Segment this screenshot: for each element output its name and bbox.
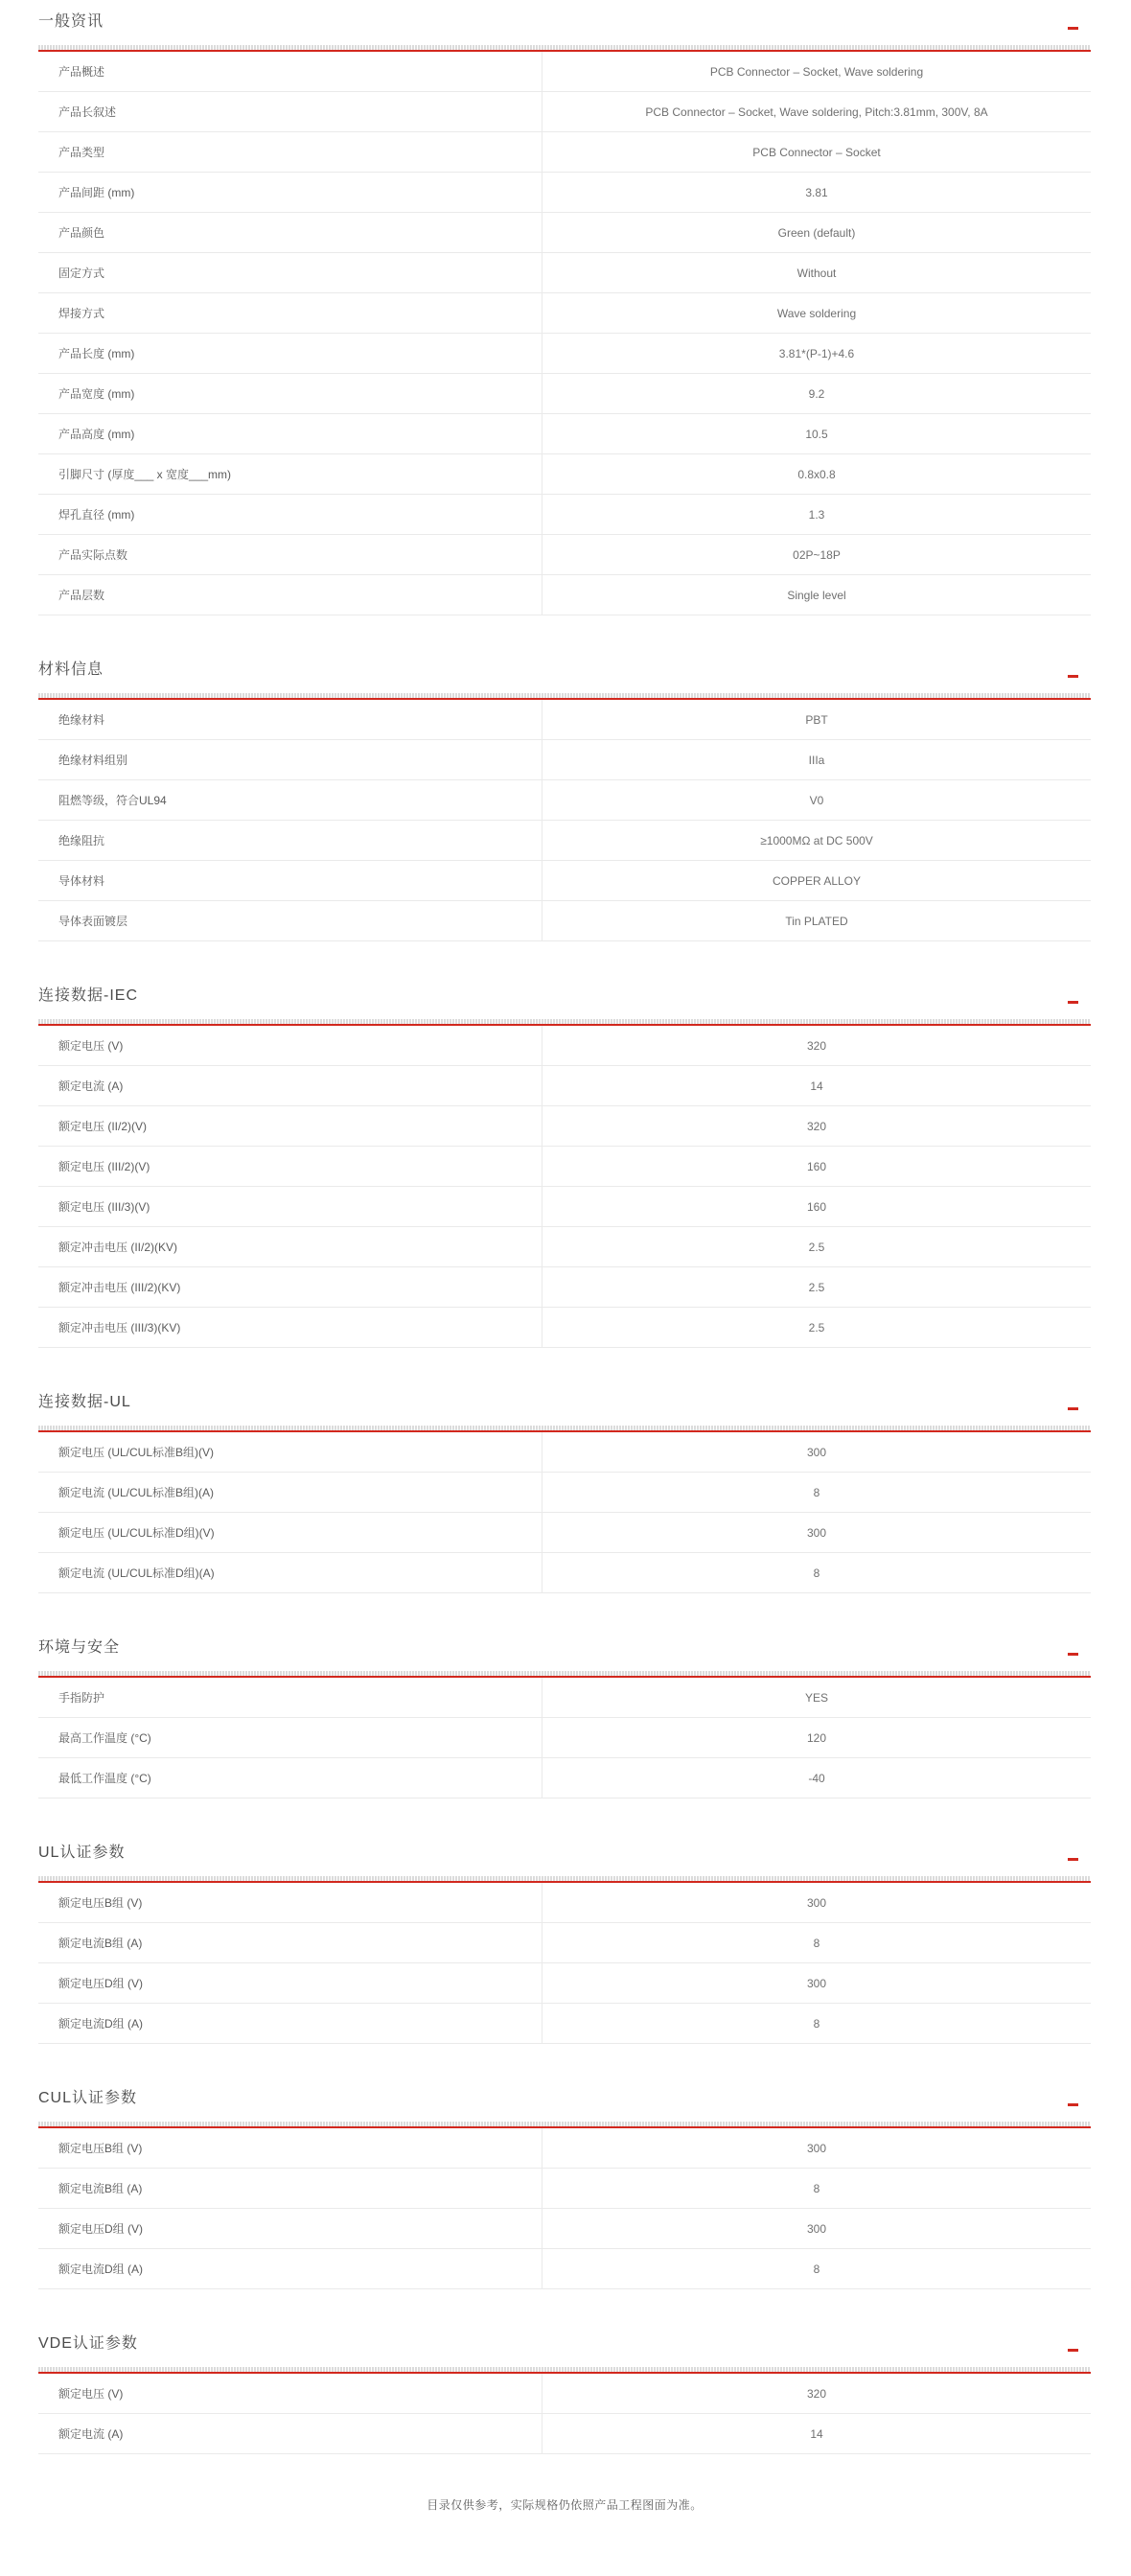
spec-label: 额定电流 (A) <box>38 2414 542 2453</box>
spec-row <box>38 414 1091 454</box>
spec-value: 120 <box>806 1730 827 1745</box>
spec-label: 额定电流B组 (A) <box>38 1923 542 1962</box>
spec-row <box>38 1106 1091 1147</box>
collapse-minus-icon[interactable] <box>1068 675 1078 678</box>
spec-row <box>38 575 1091 615</box>
spec-value: 300 <box>806 1445 827 1459</box>
spec-label: 绝缘材料组别 <box>38 740 542 779</box>
spec-value: PBT <box>805 712 828 727</box>
section-header <box>38 2333 1091 2355</box>
spec-label: 额定电压D组 (V) <box>38 1963 542 2003</box>
spec-value: COPPER ALLOY <box>772 873 862 888</box>
spec-label: 额定电压 (III/3)(V) <box>38 1187 542 1226</box>
spec-value: 160 <box>806 1159 827 1173</box>
spec-row <box>38 2374 1091 2414</box>
spec-row <box>38 861 1091 901</box>
section-title: 连接数据-UL <box>38 1394 131 1410</box>
spec-value: 8 <box>813 2262 820 2276</box>
spec-value: Without <box>796 266 837 280</box>
spec-label: 绝缘材料 <box>38 700 542 739</box>
spec-row <box>38 780 1091 821</box>
spec-row <box>38 2128 1091 2169</box>
spec-label: 产品高度 (mm) <box>38 414 542 453</box>
spec-row <box>38 1432 1091 1473</box>
spec-row <box>38 334 1091 374</box>
collapse-minus-icon[interactable] <box>1068 1858 1078 1861</box>
section-title: 连接数据-IEC <box>38 987 139 1004</box>
collapse-minus-icon[interactable] <box>1068 27 1078 30</box>
spec-label: 额定电压 (III/2)(V) <box>38 1147 542 1186</box>
spec-label: 产品颜色 <box>38 213 542 252</box>
product-spec-page <box>38 12 1091 2576</box>
spec-value: 0.8x0.8 <box>797 467 836 481</box>
spec-row <box>38 52 1091 92</box>
spec-value: ≥1000MΩ at DC 500V <box>760 833 873 847</box>
spec-row <box>38 740 1091 780</box>
spec-label: 产品实际点数 <box>38 535 542 574</box>
section-header <box>38 12 1091 33</box>
spec-value: 300 <box>806 1525 827 1540</box>
spec-value: Tin PLATED <box>785 914 848 928</box>
collapse-minus-icon[interactable] <box>1068 1653 1078 1656</box>
spec-section <box>38 2333 1091 2454</box>
spec-row <box>38 1758 1091 1799</box>
spec-row <box>38 173 1091 213</box>
spec-row <box>38 901 1091 941</box>
spec-section <box>38 660 1091 941</box>
spec-section <box>38 1843 1091 2044</box>
spec-label: 额定电压 (UL/CUL标准D组)(V) <box>38 1513 542 1552</box>
spec-rows <box>38 2128 1091 2289</box>
spec-row <box>38 2209 1091 2249</box>
spec-row <box>38 293 1091 334</box>
spec-label: 额定电流 (UL/CUL标准B组)(A) <box>38 1473 542 1512</box>
spec-row <box>38 1026 1091 1066</box>
spec-value: 2.5 <box>808 1280 825 1294</box>
spec-row <box>38 1147 1091 1187</box>
spec-row <box>38 1227 1091 1267</box>
spec-label: 额定电流D组 (A) <box>38 2249 542 2288</box>
spec-value: 8 <box>813 1936 820 1950</box>
spec-row <box>38 1187 1091 1227</box>
section-title: 环境与安全 <box>38 1639 121 1656</box>
spec-label: 最高工作温度 (°C) <box>38 1718 542 1757</box>
section-header <box>38 660 1091 681</box>
spec-value: PCB Connector – Socket, Wave soldering <box>709 64 924 79</box>
spec-section <box>38 1392 1091 1593</box>
spec-value: 8 <box>813 2016 820 2031</box>
collapse-minus-icon[interactable] <box>1068 1001 1078 1004</box>
spec-label: 产品长叙述 <box>38 92 542 131</box>
spec-value: 3.81*(P-1)+4.6 <box>778 346 855 360</box>
spec-label: 额定电压B组 (V) <box>38 1883 542 1922</box>
spec-value: 8 <box>813 1485 820 1499</box>
spec-row <box>38 213 1091 253</box>
spec-value: 3.81 <box>805 185 828 199</box>
spec-value: 2.5 <box>808 1320 825 1334</box>
spec-label: 手指防护 <box>38 1678 542 1717</box>
spec-value: 02P~18P <box>793 547 841 562</box>
spec-value: Green (default) <box>777 225 856 240</box>
disclaimer-text: 目录仅供参考，实际规格仍依照产品工程图面为准。 <box>427 2498 703 2512</box>
spec-row <box>38 535 1091 575</box>
spec-label: 焊接方式 <box>38 293 542 333</box>
spec-label: 导体表面镀层 <box>38 901 542 940</box>
spec-label: 额定电流 (UL/CUL标准D组)(A) <box>38 1553 542 1592</box>
section-rule <box>38 1019 1091 1026</box>
spec-label: 绝缘阻抗 <box>38 821 542 860</box>
spec-value: 300 <box>806 1976 827 1990</box>
spec-label: 额定电压 (V) <box>38 1026 542 1065</box>
spec-value: 320 <box>806 1038 827 1053</box>
spec-row <box>38 1066 1091 1106</box>
collapse-minus-icon[interactable] <box>1068 2349 1078 2352</box>
spec-row <box>38 1473 1091 1513</box>
spec-value: 320 <box>806 2386 827 2401</box>
spec-label: 额定电流D组 (A) <box>38 2004 542 2043</box>
spec-value: 8 <box>813 2181 820 2195</box>
spec-row <box>38 495 1091 535</box>
spec-rows <box>38 2374 1091 2454</box>
spec-row <box>38 2414 1091 2454</box>
spec-value: PCB Connector – Socket <box>752 145 881 159</box>
spec-rows <box>38 1678 1091 1799</box>
collapse-minus-icon[interactable] <box>1068 2103 1078 2106</box>
spec-value: Single level <box>787 588 846 602</box>
section-title: 材料信息 <box>38 661 104 678</box>
spec-label: 产品层数 <box>38 575 542 615</box>
spec-label: 固定方式 <box>38 253 542 292</box>
spec-label: 额定电压D组 (V) <box>38 2209 542 2248</box>
spec-row <box>38 132 1091 173</box>
section-header <box>38 1843 1091 1864</box>
section-rule <box>38 2367 1091 2374</box>
spec-value: 300 <box>806 1895 827 1910</box>
collapse-minus-icon[interactable] <box>1068 1407 1078 1410</box>
spec-value: Wave soldering <box>776 306 857 320</box>
section-title: 一般资讯 <box>38 13 104 30</box>
spec-label: 导体材料 <box>38 861 542 900</box>
spec-value: 8 <box>813 1566 820 1580</box>
spec-row <box>38 700 1091 740</box>
spec-value: 1.3 <box>808 507 825 522</box>
spec-value: IIIa <box>808 753 825 767</box>
spec-label: 额定电流 (A) <box>38 1066 542 1105</box>
spec-row <box>38 2004 1091 2044</box>
spec-rows <box>38 1432 1091 1593</box>
spec-value: 9.2 <box>808 386 825 401</box>
spec-label: 额定冲击电压 (II/2)(KV) <box>38 1227 542 1266</box>
spec-section <box>38 2088 1091 2289</box>
spec-row <box>38 821 1091 861</box>
spec-value: 10.5 <box>805 427 828 441</box>
spec-row <box>38 1718 1091 1758</box>
spec-value: 320 <box>806 1119 827 1133</box>
spec-row <box>38 92 1091 132</box>
section-title: CUL认证参数 <box>38 2090 138 2106</box>
section-rule <box>38 693 1091 700</box>
spec-label: 额定电压B组 (V) <box>38 2128 542 2168</box>
spec-label: 产品类型 <box>38 132 542 172</box>
spec-label: 额定电压 (II/2)(V) <box>38 1106 542 1146</box>
spec-row <box>38 1963 1091 2004</box>
section-header <box>38 986 1091 1007</box>
spec-value: YES <box>804 1690 828 1705</box>
spec-label: 焊孔直径 (mm) <box>38 495 542 534</box>
spec-rows <box>38 52 1091 615</box>
spec-row <box>38 253 1091 293</box>
spec-label: 额定电压 (V) <box>38 2374 542 2413</box>
spec-value: V0 <box>809 793 824 807</box>
section-header <box>38 2088 1091 2109</box>
section-rule <box>38 1671 1091 1678</box>
spec-section <box>38 1637 1091 1799</box>
spec-row <box>38 454 1091 495</box>
spec-label: 最低工作温度 (°C) <box>38 1758 542 1798</box>
spec-label: 产品宽度 (mm) <box>38 374 542 413</box>
spec-rows <box>38 700 1091 941</box>
spec-value: PCB Connector – Socket, Wave soldering, Pitch:3.81mm, 300V, 8A <box>645 104 988 119</box>
spec-row <box>38 2169 1091 2209</box>
spec-row <box>38 1883 1091 1923</box>
spec-sections <box>38 12 1091 2454</box>
spec-row <box>38 1267 1091 1308</box>
spec-label: 产品长度 (mm) <box>38 334 542 373</box>
section-header <box>38 1392 1091 1413</box>
spec-label: 产品概述 <box>38 52 542 91</box>
spec-label: 额定电压 (UL/CUL标准B组)(V) <box>38 1432 542 1472</box>
spec-value: 14 <box>810 1079 823 1093</box>
spec-row <box>38 374 1091 414</box>
section-rule <box>38 1426 1091 1432</box>
spec-value: 300 <box>806 2141 827 2155</box>
section-rule <box>38 2122 1091 2128</box>
section-title: VDE认证参数 <box>38 2335 138 2352</box>
spec-label: 额定冲击电压 (III/3)(KV) <box>38 1308 542 1347</box>
spec-row <box>38 1553 1091 1593</box>
spec-value: 300 <box>806 2221 827 2236</box>
spec-value: 2.5 <box>808 1240 825 1254</box>
spec-value: 160 <box>806 1199 827 1214</box>
spec-row <box>38 1923 1091 1963</box>
spec-label: 引脚尺寸 (厚度___ x 宽度___mm) <box>38 454 542 494</box>
spec-rows <box>38 1026 1091 1348</box>
section-rule <box>38 1876 1091 1883</box>
spec-row <box>38 1513 1091 1553</box>
spec-value: 14 <box>810 2426 823 2441</box>
spec-section <box>38 12 1091 615</box>
spec-rows <box>38 1883 1091 2044</box>
spec-row <box>38 1678 1091 1718</box>
spec-section <box>38 986 1091 1348</box>
spec-value: -40 <box>808 1771 825 1785</box>
spec-label: 额定电流B组 (A) <box>38 2169 542 2208</box>
spec-label: 产品间距 (mm) <box>38 173 542 212</box>
spec-row <box>38 1308 1091 1348</box>
section-rule <box>38 45 1091 52</box>
spec-label: 额定冲击电压 (III/2)(KV) <box>38 1267 542 1307</box>
spec-label: 阻燃等级，符合UL94 <box>38 780 542 820</box>
section-title: UL认证参数 <box>38 1845 126 1861</box>
section-header <box>38 1637 1091 1659</box>
spec-row <box>38 2249 1091 2289</box>
